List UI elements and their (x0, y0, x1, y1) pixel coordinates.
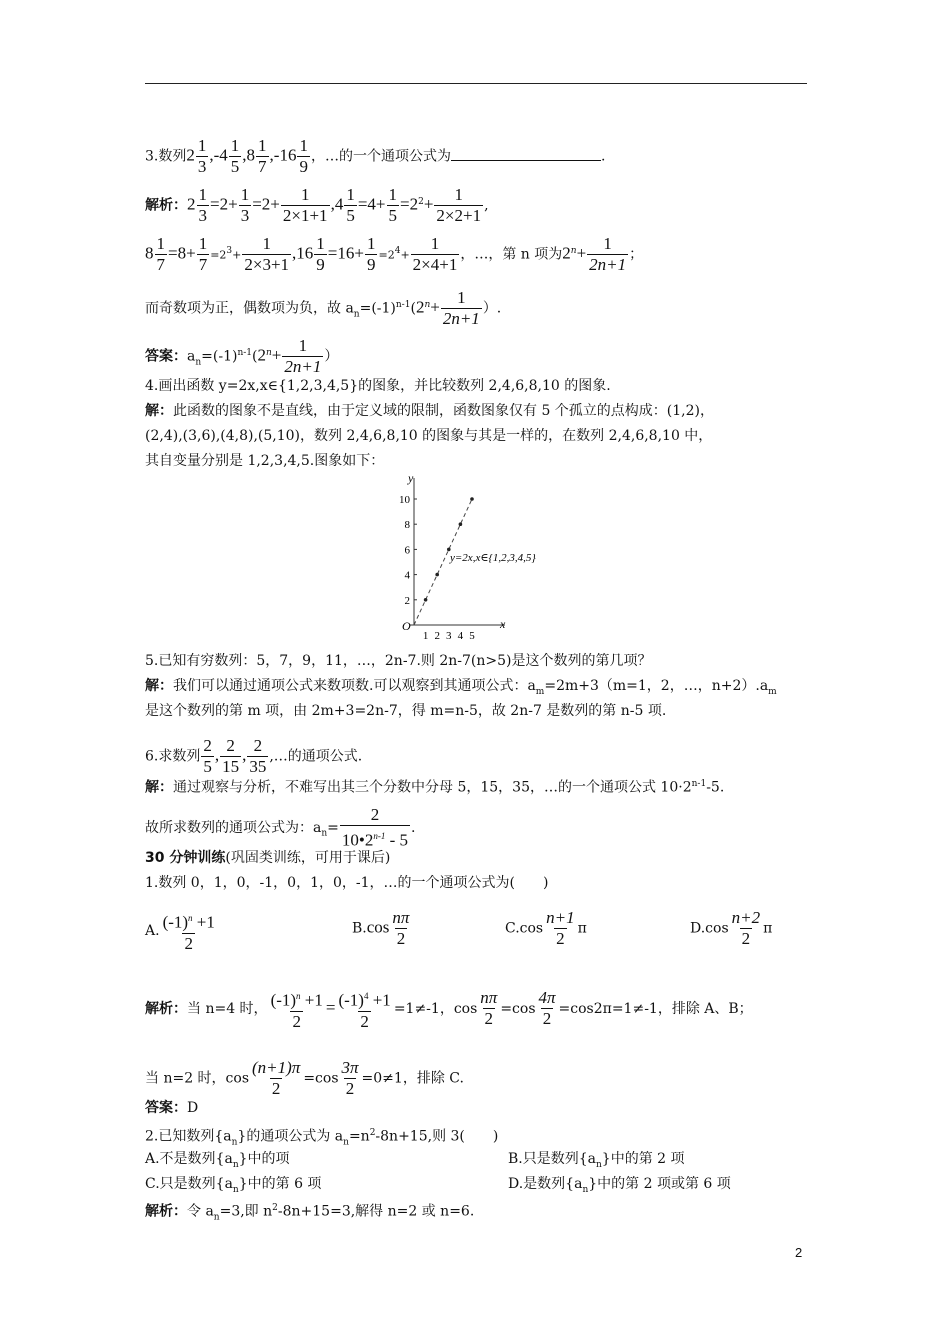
q6-solution-line1: 解：通过观察与分析，不难写出其三个分数中分母 5，15，35，…的一个通项公式 $10\cdot 2^{n-1}-5$. (145, 779, 725, 796)
p1-solution-line1: 解析：当 n=4 时， $\frac{(-1)^n +1}{2}$ = $\frac{(-1)^4 +1}{2}$ =1≠-1，cos $\frac{n\pi}{2}$ =cos $\frac{4\pi}{2}$ =cos2π=1≠-1，排除 A、B； (145, 988, 753, 1031)
point-5 (470, 497, 474, 501)
origin-label: O (402, 619, 411, 633)
x-tick-label-2: 2 (434, 630, 440, 640)
p1-option-b: B.cos $\frac{n\pi}{2}$ (352, 908, 410, 948)
y-tick-label-8: 8 (404, 519, 410, 532)
x-tick-label-4: 4 (457, 630, 464, 640)
y-tick-label-2: 2 (404, 594, 410, 607)
p1-answer: 答案：D (145, 1100, 199, 1116)
q5-solution-line2: 是这个数列的第 m 项，由 2m+3=2n-7，得 m=n-5，故 2n-7 是数列的第 n-5 项. (145, 703, 667, 719)
q5-solution-line1: 解：我们可以通过通项公式来数项数.可以观察到其通项公式：$a_m=2m+3(m=1$，2，…，$n+2).a_m$ (145, 678, 777, 697)
section-heading: 30 分钟训练(巩固类训练，可用于课后) (145, 850, 391, 866)
q3-solution-line3: 而奇数项为正，偶数项为负，故 $a_n=(-1)^{n-1}(2^n+$ $\frac{1}{2n+1}$ ）. (145, 288, 502, 328)
y-tick-label-10: 10 (399, 494, 410, 506)
q6-question: 6.求数列 $\frac{2}{5}$ , $\frac{2}{15}$ , $\frac{2}{35}$ ,…的通项公式. (145, 736, 363, 776)
q4-question: 4.画出函数 y=2x,x∈{1,2,3,4,5}的图象，并比较数列 2,4,6,8,10 的图象. (145, 378, 611, 394)
q4-solution-line3: 其自变量分别是 1,2,3,4,5.图象如下： (145, 453, 385, 469)
point-1 (424, 598, 428, 602)
p2-option-a: A.不是数列$\{a_n\}$中的项 (145, 1151, 290, 1170)
q3-solution-line1: 解析：2 $\frac{1}{3}$ =2+ $\frac{1}{3}$ =2+ $\frac{1}{2\times 1+1}$ ,4 $\frac{1}{5}$ =4+ $\frac{1}{5}$ $=2^2+$ $\frac{1}{2\times 2+1}$ , (145, 185, 489, 225)
p2-option-d: D.是数列$\{a_n\}$中的第 2 项或第 6 项 (508, 1176, 731, 1195)
y-tick-label-6: 6 (404, 544, 410, 557)
p1-option-d: D.cos $\frac{n+2}{2}$ π (690, 908, 773, 948)
q4-solution-line1: 解：此函数的图象不是直线，由于定义域的限制，函数图象仅有 5 个孤立的点构成：(1,2)， (145, 403, 714, 419)
curve-label: y=2x,x∈{1,2,3,4,5} (450, 552, 536, 564)
p2-solution: 解析：令 $a_n=3$,即 $n^2-8n+15=3$,解得 n=2 或 n=6. (145, 1203, 475, 1223)
q3-solution-line2: 8 $\frac{1}{7}$ =8+ $\frac{1}{7}$ $=2^3+$ $\frac{1}{2\times 3+1}$ ,16 $\frac{1}{9}$ =16+ $\frac{1}{9}$ $=2^4+$ $\frac{1}{2\times 4+1}$ ，…，第 n 项为$2^n+$ $\frac{1}{2n+1}$ ； (145, 234, 644, 274)
x-tick-label-5: 5 (469, 630, 475, 640)
p1-option-c: C.cos $\frac{n+1}{2}$ π (505, 908, 587, 948)
x-axis-label: x (500, 617, 506, 631)
q5-question: 5.已知有穷数列：5，7，9，11，…，2n-7.则 2n-7(n>5)是这个数列的第几项？ (145, 653, 652, 669)
p1-question: 1.数列 0，1，0，-1，0，1，0，-1，…的一个通项公式为( ) (145, 875, 549, 891)
header-rule (145, 83, 807, 84)
point-3 (447, 548, 451, 552)
x-tick-label-3: 3 (446, 630, 452, 640)
p2-question: 2.已知数列$\{a_n\}$的通项公式为 $a_n=n^2-8n+15$,则 3( ) (145, 1128, 499, 1148)
function-graph (380, 470, 580, 640)
q3-answer: 答案：$a_n=(-1)^{n-1}(2^n+$ $\frac{1}{2n+1}$ ） (145, 336, 339, 376)
p2-option-b: B.只是数列$\{a_n\}$中的第 2 项 (508, 1151, 685, 1170)
point-2 (435, 573, 439, 577)
p1-solution-line2: 当 n=2 时，cos $\frac{(n+1)\pi}{2}$ =cos $\frac{3\pi}{2}$ =0≠1，排除 C. (145, 1058, 464, 1098)
answer-blank (451, 146, 601, 161)
y-axis-label: y (408, 471, 414, 485)
page-number: 2 (795, 1245, 803, 1260)
q4-solution-line2: (2,4),(3,6),(4,8),(5,10)，数列 2,4,6,8,10 的图象与其是一样的，在数列 2,4,6,8,10 中， (145, 428, 713, 444)
p2-option-c: C.只是数列$\{a_n\}$中的第 6 项 (145, 1176, 322, 1195)
y-tick-label-4: 4 (404, 569, 410, 582)
point-4 (459, 522, 463, 526)
x-tick-label-1: 1 (422, 630, 429, 640)
q6-solution-line2: 故所求数列的通项公式为：$a_n=$ $\frac{2}{10•2^{n-1} - 5}$ . (145, 805, 416, 850)
p1-option-a: A. $\frac{(-1)^n +1}{2}$ (145, 912, 215, 953)
q3-question: 3.数列2 $\frac{1}{3}$ ,-4 $\frac{1}{5}$ ,8 $\frac{1}{7}$ ,-16 $\frac{1}{9}$ ，…的一个通项公式为 . (145, 136, 606, 176)
